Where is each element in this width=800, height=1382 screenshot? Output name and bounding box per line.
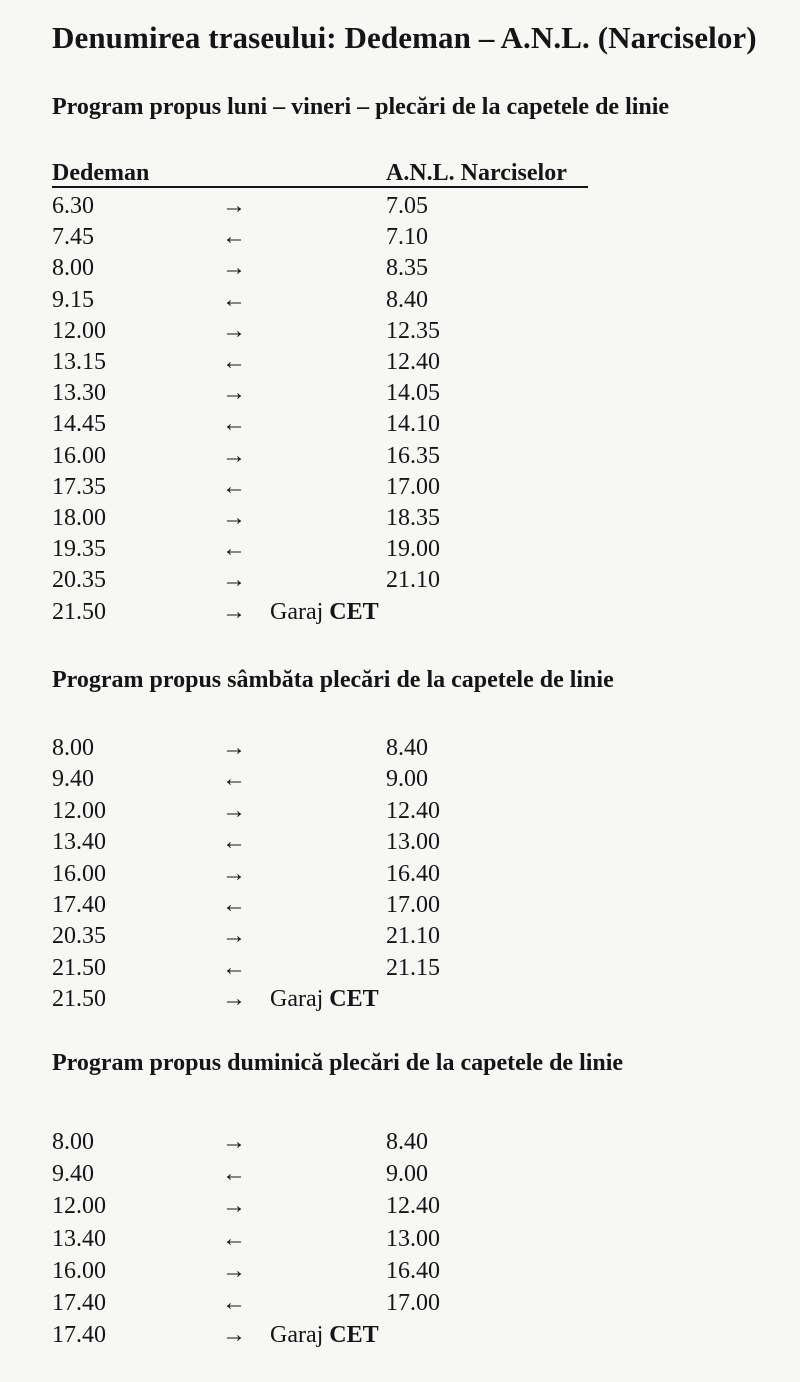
timetable-row: [0, 1226, 800, 1257]
departure-time: 20.35: [52, 567, 106, 594]
arrow-right-icon: →: [222, 735, 246, 761]
arrow-right-icon: →: [222, 567, 246, 594]
timetable-row: [0, 861, 800, 892]
departure-time: 17.40: [52, 1322, 106, 1349]
garage-destination: [270, 599, 379, 626]
route-title: Denumirea traseului: Dedeman – A.N.L. (Narciselor): [52, 20, 757, 55]
timetable-row: [0, 536, 800, 567]
arrival-time: 21.15: [386, 954, 440, 981]
arrow-left-icon: ←: [222, 473, 246, 500]
timetable-row: [0, 474, 800, 505]
garage-code: CET: [329, 986, 379, 1013]
departure-time: 16.00: [52, 860, 106, 887]
arrow-left-icon: ←: [222, 766, 246, 793]
arrival-time: 12.35: [386, 317, 440, 344]
arrow-right-icon: →: [222, 380, 246, 407]
arrow-right-icon: →: [222, 598, 246, 625]
header-underline: [52, 186, 588, 188]
arrow-right-icon: →: [222, 442, 246, 469]
timetable-row: [0, 1193, 800, 1224]
timetable-row: [0, 892, 800, 923]
timetable-row: [0, 923, 800, 954]
garage-row: [0, 986, 800, 1017]
sunday-heading: Program propus duminică plecări de la capetele de linie: [52, 1050, 624, 1076]
timetable-row: [0, 1129, 800, 1160]
weekday-heading: Program propus luni – vineri – plecări de la capetele de linie: [52, 94, 670, 120]
arrow-right-icon: →: [222, 505, 246, 531]
departure-time: 7.45: [52, 224, 94, 251]
timetable-row: [0, 255, 800, 286]
departure-time: 8.00: [52, 255, 94, 282]
arrow-right-icon: →: [222, 986, 246, 1013]
departure-time: 21.50: [52, 954, 106, 981]
departure-time: 13.40: [52, 1225, 106, 1252]
arrow-right-icon: →: [222, 860, 246, 887]
departure-time: 21.50: [52, 986, 106, 1013]
arrival-time: 12.40: [386, 1193, 440, 1220]
timetable-row: [0, 411, 800, 442]
arrival-time: 13.00: [386, 829, 440, 856]
departure-time: 8.00: [52, 735, 94, 761]
arrow-right-icon: →: [222, 255, 246, 282]
arrival-time: 14.10: [386, 411, 440, 438]
arrival-time: 14.05: [386, 380, 440, 407]
garage-destination: [270, 1322, 379, 1349]
arrival-time: 16.40: [386, 1257, 440, 1284]
arrow-left-icon: ←: [222, 1290, 246, 1316]
departure-time: 17.35: [52, 473, 106, 500]
arrival-time: 19.00: [386, 536, 440, 563]
arrow-right-icon: →: [222, 797, 246, 824]
timetable-row: [0, 287, 800, 318]
timetable-row: [0, 798, 800, 829]
departure-time: 17.40: [52, 1290, 106, 1316]
departure-time: 18.00: [52, 505, 106, 531]
arrival-time: 9.00: [386, 766, 428, 793]
arrow-right-icon: →: [222, 1257, 246, 1284]
departure-time: 19.35: [52, 536, 106, 563]
arrival-time: 7.05: [386, 193, 428, 219]
arrow-left-icon: ←: [222, 1225, 246, 1252]
timetable-row: [0, 380, 800, 411]
departure-time: 13.40: [52, 829, 106, 856]
arrival-time: 13.00: [386, 1225, 440, 1252]
arrow-left-icon: ←: [222, 224, 246, 251]
timetable-row: [0, 443, 800, 474]
garage-row: [0, 599, 800, 630]
arrival-time: 17.00: [386, 892, 440, 918]
arrival-time: 8.40: [386, 1129, 428, 1155]
arrival-time: 17.00: [386, 1290, 440, 1316]
timetable-row: [0, 567, 800, 598]
arrow-right-icon: →: [222, 1129, 246, 1155]
garage-code: CET: [329, 1322, 379, 1349]
departure-time: 17.40: [52, 892, 106, 918]
arrival-time: 21.10: [386, 923, 440, 950]
arrow-left-icon: ←: [222, 1161, 246, 1188]
arrow-left-icon: ←: [222, 829, 246, 856]
departure-time: 20.35: [52, 923, 106, 950]
timetable-row: [0, 349, 800, 380]
arrival-time: 16.35: [386, 442, 440, 469]
arrival-time: 18.35: [386, 505, 440, 531]
garage-label: Garaj: [270, 1322, 324, 1349]
timetable-row: [0, 224, 800, 255]
timetable-row: [0, 1290, 800, 1321]
arrow-left-icon: ←: [222, 536, 246, 563]
arrival-time: 8.40: [386, 735, 428, 761]
timetable-row: [0, 505, 800, 536]
arrow-right-icon: →: [222, 923, 246, 950]
garage-label: Garaj: [270, 986, 324, 1013]
departure-time: 9.15: [52, 286, 94, 313]
arrow-right-icon: →: [222, 1193, 246, 1220]
timetable-row: [0, 318, 800, 349]
departure-time: 13.30: [52, 380, 106, 407]
arrival-time: 8.40: [386, 286, 428, 313]
timetable-row: [0, 829, 800, 860]
timetable-row: [0, 1258, 800, 1289]
arrow-right-icon: →: [222, 193, 246, 219]
arrow-right-icon: →: [222, 317, 246, 344]
arrival-time: 12.40: [386, 797, 440, 824]
garage-code: CET: [329, 598, 379, 625]
arrow-left-icon: ←: [222, 286, 246, 313]
departure-time: 9.40: [52, 766, 94, 793]
arrival-time: 12.40: [386, 349, 440, 375]
arrival-time: 9.00: [386, 1161, 428, 1188]
arrival-time: 8.35: [386, 255, 428, 282]
departure-time: 9.40: [52, 1161, 94, 1188]
garage-destination: [270, 986, 379, 1013]
arrival-time: 17.00: [386, 473, 440, 500]
departure-time: 14.45: [52, 411, 106, 438]
departure-time: 12.00: [52, 1193, 106, 1220]
departure-time: 13.15: [52, 349, 106, 375]
col-header-anl: A.N.L. Narciselor: [386, 160, 567, 186]
garage-row: [0, 1322, 800, 1353]
departure-time: 16.00: [52, 442, 106, 469]
timetable-row: [0, 1161, 800, 1192]
arrival-time: 16.40: [386, 860, 440, 887]
timetable-row: [0, 955, 800, 986]
arrow-left-icon: ←: [222, 411, 246, 438]
arrow-left-icon: ←: [222, 954, 246, 981]
arrival-time: 7.10: [386, 224, 428, 251]
departure-time: 16.00: [52, 1257, 106, 1284]
timetable-row: [0, 735, 800, 766]
departure-time: 12.00: [52, 317, 106, 344]
departure-time: 12.00: [52, 797, 106, 824]
departure-time: 8.00: [52, 1129, 94, 1155]
departure-time: 6.30: [52, 193, 94, 219]
arrow-left-icon: ←: [222, 892, 246, 918]
timetable-row: [0, 193, 800, 224]
departure-time: 21.50: [52, 598, 106, 625]
garage-label: Garaj: [270, 598, 324, 625]
arrival-time: 21.10: [386, 567, 440, 594]
arrow-right-icon: →: [222, 1322, 246, 1349]
timetable-row: [0, 766, 800, 797]
col-header-dedeman: Dedeman: [52, 160, 150, 186]
arrow-left-icon: ←: [222, 349, 246, 375]
saturday-heading: Program propus sâmbăta plecări de la capetele de linie: [52, 667, 614, 693]
